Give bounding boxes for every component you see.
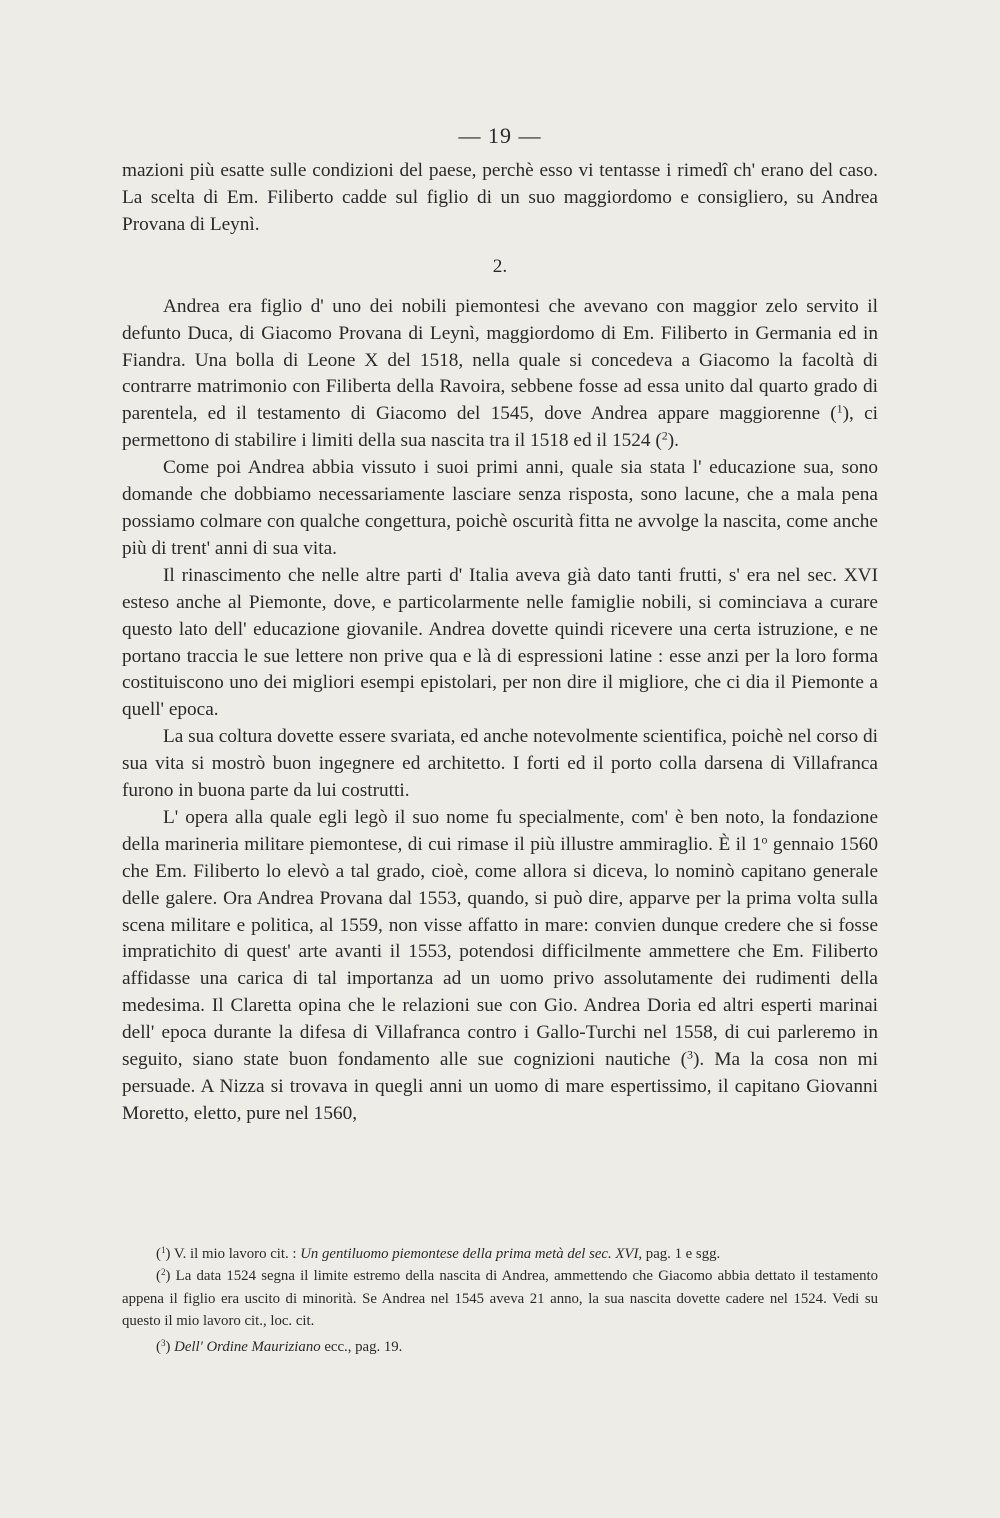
paragraph-navy (122, 805, 878, 1128)
footnote-ref-3: 3 (686, 1047, 693, 1062)
paragraph-text: ). (667, 430, 679, 452)
footnote-text: pag. 1 e sgg. (642, 1246, 721, 1262)
paragraph-early-years (122, 455, 878, 563)
ordinal-superscript: o (761, 832, 768, 847)
paragraph-renaissance (122, 563, 878, 724)
footnote-text: La data 1524 segna il limite estremo della nascita di Andrea, ammettendo che Giacomo abbia dettato il testamento appena il figlio era uscito di minorità. Se Andrea nel 1545 aveva 21 anno, la sua nascita dovette cadere nel 1524. Vedi su questo il mio lavoro cit., loc. cit. (122, 1268, 878, 1330)
paragraph-andrea-origins (122, 294, 878, 455)
section-number: 2. (492, 255, 508, 277)
paragraph-text: Come poi Andrea abbia vissuto i suoi primi anni, quale sia stata l' educazione sua, sono domande che dobbiamo necessariamente lasciare senza risposta, sono lacune, che a mala pena possiamo colmare con qualche congettura, poichè oscurità fitta ne avvolge la nascita, come anche più di trent' anni di sua vita. (122, 457, 878, 559)
footnote-1: ($^1$) V. il mio lavoro cit. : Un gentiluomo piemontese della prima metà del sec. XVI, pag. 1 e sgg. (156, 1244, 721, 1262)
paragraph-text: Andrea era figlio d' uno dei nobili piemontesi che avevano con maggior zelo servito il defunto Duca, di Giacomo Provana di Leynì, maggiordomo di Em. Filiberto in Germania ed in Fiandra. Una bolla di Leone X del 1518, nella quale si concedeva a Giacomo la facoltà di contrarre matrimonio con Filiberta della Ravoira, sebbene fosse ad essa unito dal quarto grado di parentela, ed il testamento di Giacomo del 1545, dove Andrea appare maggiorenne ( (122, 295, 878, 425)
body-text (122, 158, 878, 1128)
footnote-mark: 1 (160, 1244, 166, 1255)
paragraph-text: Il rinascimento che nelle altre parti d' Italia aveva già dato tanti frutti, s' era nel sec. XVI esteso anche al Piemonte, dove, e particolarmente nelle famiglie nobili, si cominciava a curare questo lato dell' educazione giovanile. Andrea dovette quindi ricevere una certa istruzione, e ne portano traccia le sue lettere non prive qua e là di espressioni latine : esse anzi per la loro forma costituiscono uno dei migliori esempi epistolari, per non dire il migliore, che ci dia il Piemonte a quell' epoca. (122, 564, 878, 721)
paragraph-text: La sua coltura dovette essere svariata, ed anche notevolmente scientifica, poichè nel corso di sua vita si mostrò buon ingegnere ed architetto. I forti ed il porto colla darsena di Villafranca furono in buona parte da lui costrutti. (122, 726, 878, 802)
paragraph-text: ). Ma la cosa non mi persuade. A Nizza si trovava in quegli anni un uomo di mare espertissimo, il capitano Giovanni Moretto, eletto, pure nel 1560, (122, 1049, 878, 1124)
footnote-mark: 3 (160, 1337, 166, 1348)
footnote-title-italic: Un gentiluomo piemontese della prima metà del sec. XVI, (300, 1246, 643, 1262)
paragraph-text: gennaio 1560 che Em. Filiberto lo elevò a tal grado, cioè, come allora si diceva, lo nominò capitano generale delle galere. Ora Andrea Provana dal 1553, quando, si può dire, apparve per la prima volta sulla scena militare e politica, al 1559, non visse affatto in mare: convien dunque credere che si fosse impratichito di quest' arte avanti il 1553, potendosi difficilmente ammettere che Em. Filiberto affidasse una carica di tal importanza ad un uomo privo assolutamente dei rudimenti della medesima. Il Claretta opina che le relazioni sue con Gio. Andrea Doria ed altri esperti marinai dell' epoca durante la difesa di Villafranca contro i Gallo-Turchi nel 1558, di cui parleremo in seguito, siano state buon fondamento alle sue cognizioni nautiche ( (122, 833, 878, 1071)
paragraph-continued (122, 158, 878, 239)
footnote-ref-2: 2 (661, 428, 668, 443)
paragraph-text: ), ci permettono di stabilire i limiti della sua nascita tra il 1518 ed il 1524 ( (122, 403, 878, 452)
footnote-text: V. il mio lavoro cit. : (170, 1246, 301, 1262)
paragraph-text: mazioni più esatte sulle condizioni del paese, perchè esso vi tentasse i rimedî ch' erano del caso. La scelta di Em. Filiberto cadde sul figlio di un suo maggiordomo e consigliero, su Andrea Provana di Leynì. (122, 160, 878, 235)
paragraph-text: L' opera alla quale egli legò il suo nome fu specialmente, com' è ben noto, la fondazione della marineria militare piemontese, di cui rimase il più illustre ammiraglio. È il 1 (122, 806, 878, 855)
footnotes (122, 1243, 878, 1358)
footnote-ref-1: 1 (836, 401, 843, 416)
footnote-3: ($^3$) Dell' Ordine Mauriziano ecc., pag. 19. (156, 1337, 403, 1355)
footnote-mark: 2 (160, 1267, 166, 1278)
footnote-title-italic: Dell' Ordine Mauriziano (170, 1338, 321, 1355)
paragraph-culture (122, 724, 878, 805)
footnote-text: ecc., pag. 19. (320, 1338, 403, 1355)
footnote-2: ($^2$) La data 1524 segna il limite estremo della nascita di Andrea, ammettendo che Giacomo abbia dettato il testamento appena il figlio era uscito di minorità. Se Andrea nel 1545 aveva 21 anno, la sua nascita dovette cadere nel 1524. Vedi su questo il mio lavoro cit., loc. cit. (122, 1267, 878, 1330)
page-number: — 19 — (458, 123, 542, 148)
